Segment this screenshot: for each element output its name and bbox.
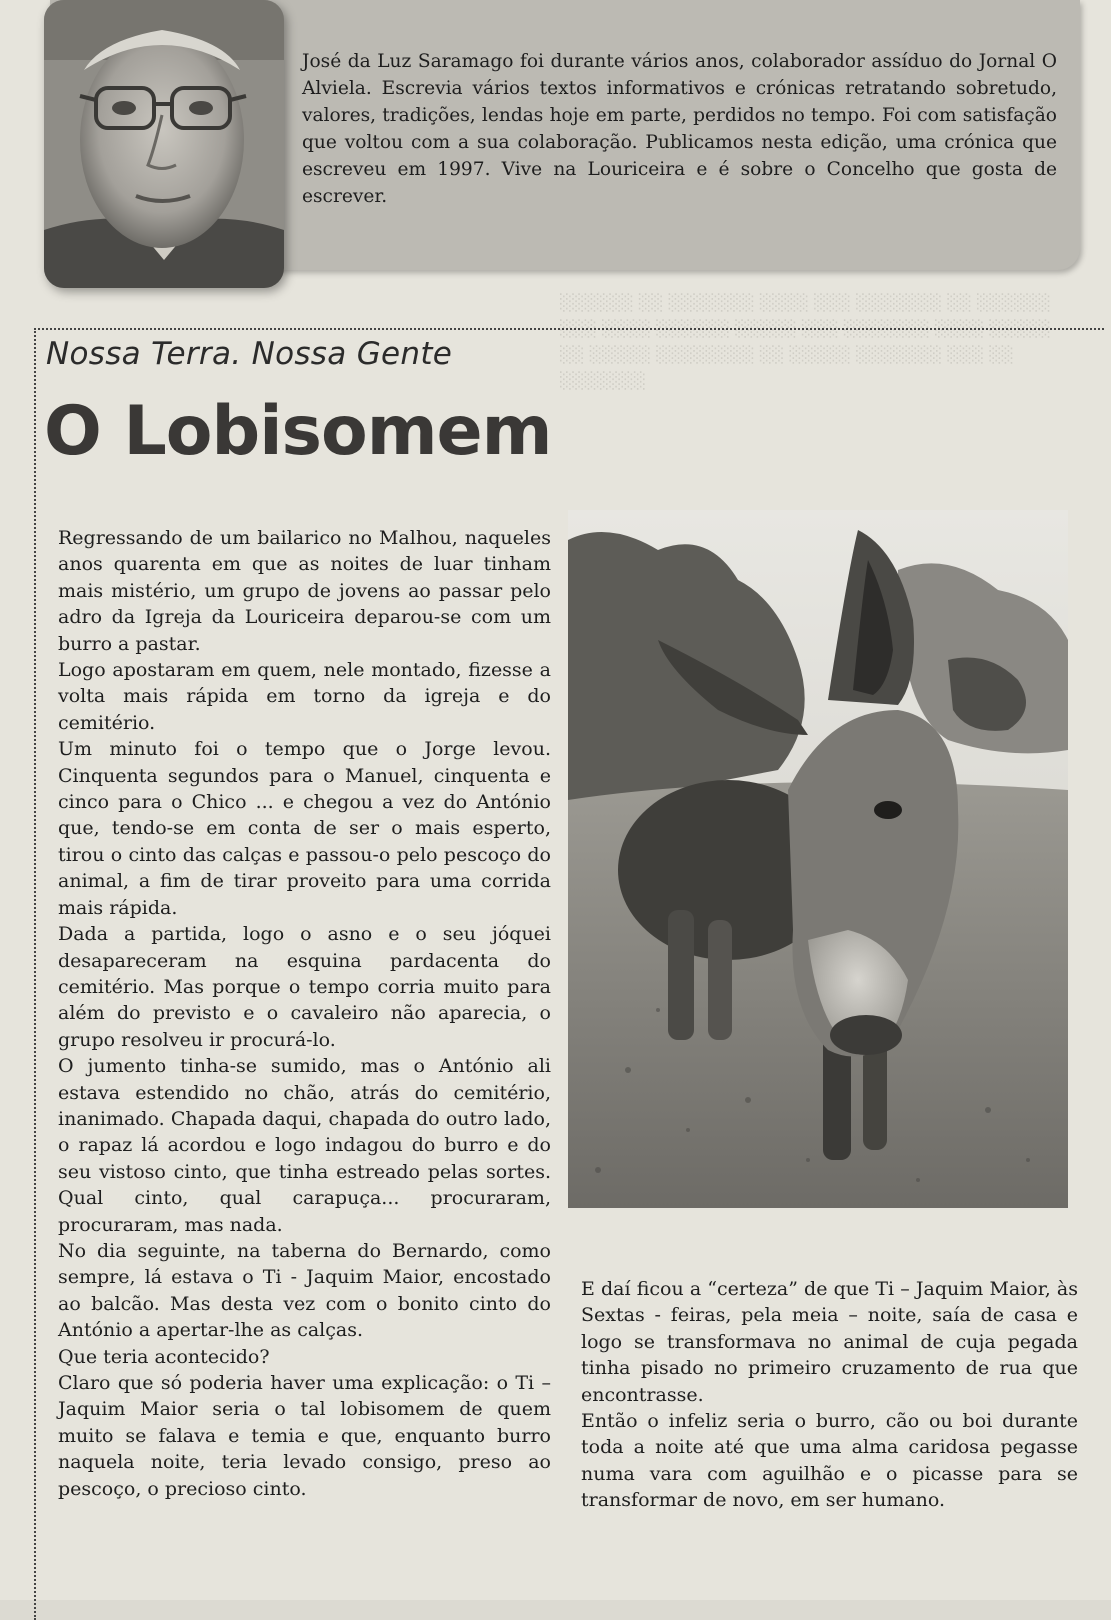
- article-paragraph: Então o infeliz seria o burro, cão ou boi durante toda a noite até que uma alma caridosa pegasse numa vara com aguilhão e o picasse para se transformar de novo, em ser humano.: [581, 1410, 1078, 1512]
- article-column-right: [581, 1276, 1078, 1514]
- donkey-photo: [568, 510, 1068, 1208]
- author-bio-text: José da Luz Saramago foi durante vários anos, colaborador assíduo do Jornal O Alviela. Escrevia vários textos informativos e crónicas retratando sobretudo, valores, tradições, lendas hoje em parte, perdidos no tempo. Foi com satisfação que voltou com a sua colaboração. Publicamos nesta edição, uma crónica que escreveu em 1997. Vive na Louriceira e é sobre o Concelho que gosta de escrever.: [302, 51, 1057, 207]
- article-paragraph: O jumento tinha-se sumido, mas o António ali estava estendido no chão, atrás do cemitério, inanimado. Chapada daqui, chapada do outro lado, o rapaz lá acordou e logo indagou do burro e do seu vistoso cinto, que tinha estreado pelas sortes. Qual cinto, qual carapuça... procuraram, procuraram, mas nada.: [58, 1055, 551, 1236]
- article-column-left: [58, 525, 551, 1502]
- article-headline: O Lobisomem: [44, 392, 552, 471]
- section-title: Nossa Terra. Nossa Gente: [46, 336, 453, 372]
- article-paragraph: Dada a partida, logo o asno e o seu jóquei desapareceram na esquina pardacenta do cemitério. Mas porque o tempo corria muito para além do previsto e o cavaleiro não aparecia, o grupo resolveu ir procurá-lo.: [58, 923, 551, 1051]
- article-paragraph: E daí ficou a “certeza” de que Ti – Jaquim Maior, às Sextas - feiras, pela meia – noite, saía de casa e logo se transformava no animal de cuja pegada tinha pisado no primeiro cruzamento de rua que encontrasse.: [581, 1278, 1078, 1406]
- article-paragraph: Claro que só poderia haver uma explicação: o Ti – Jaquim Maior seria o tal lobisomem de quem muito se falava e temia e que, enquanto burro naquela noite, teria levado consigo, preso ao pescoço, o precioso cinto.: [58, 1372, 551, 1500]
- article-paragraph: Que teria acontecido?: [58, 1345, 270, 1368]
- article-paragraph: Um minuto foi o tempo que o Jorge levou. Cinquenta segundos para o Manuel, cinquenta e cinco para o Chico ... e chegou a vez do António que, tendo-se em conta de ser o mais esperto, tirou o cinto das calças e passou-o pelo pescoço do animal, a fim de tirar proveito para uma corrida mais rápida.: [58, 738, 551, 919]
- bleed-through-text: ░░░░░░ ░░ ░░░░░░░ ░░░░ ░░░ ░░░░░░░ ░░ ░░░░░░ ░░░ ░░░░ ░░░░░░ ░░░░░ ░░░ ░░░░░░░ ░░░░ ░░░░░ ░░ ░░░░░ ░░░░░░░░ ░░ ░░░░░ ░░░░░░░ ░░░ ░░ ░░░░░░░: [560, 293, 1051, 390]
- article-paragraph: Logo apostaram em quem, nele montado, fizesse a volta mais rápida em torno da igreja e do cemitério.: [58, 659, 551, 734]
- article-paragraph: No dia seguinte, na taberna do Bernardo, como sempre, lá estava o Ti - Jaquim Maior, encostado ao balcão. Mas desta vez com o bonito cinto do António a apertar-lhe as calças.: [58, 1239, 551, 1342]
- author-portrait: [44, 0, 284, 288]
- article-paragraph: Regressando de um bailarico no Malhou, naqueles anos quarenta em que as noites de luar tinham mais mistério, um grupo de jovens ao passar pelo adro da Igreja da Louriceira deparou-se com um burro a pastar.: [58, 527, 551, 655]
